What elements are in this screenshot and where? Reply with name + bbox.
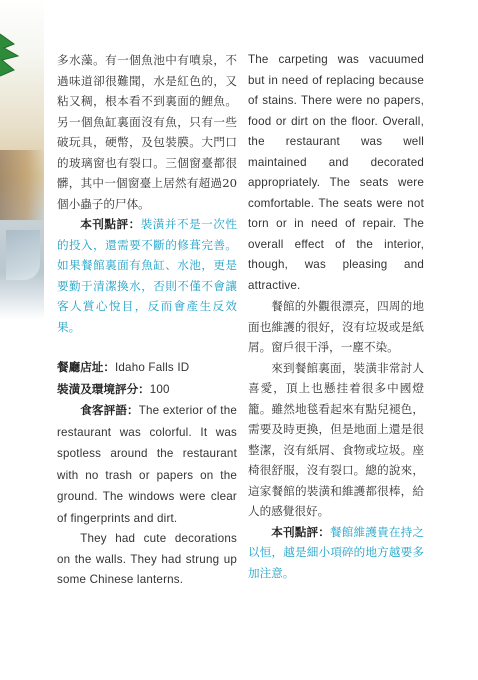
- carpet-paragraph: The carpeting was vacuumed but in need of replacing because of stains. There were no papers, food or dirt on the floor. Overall, the restaurant was well maintained and decorated appropriately. The seats were comfortable. The seats were not torn or in need of repair. The overall effect of the interior, though, was pleasing and attractive.: [248, 53, 424, 292]
- decorative-photo: [0, 0, 44, 320]
- score-label: 裝潢及環境評分：: [57, 381, 150, 396]
- right-paragraph-exterior: 餐館的外觀很漂亮，四周的地面也維護的很好，沒有垃圾或是紙屑。窗戶很干淨，一塵不染。: [248, 299, 424, 354]
- left-column: [57, 50, 237, 591]
- review-label: 本刊點評：: [80, 217, 141, 231]
- right-column: [248, 50, 424, 583]
- address-value: Idaho Falls ID: [114, 361, 190, 374]
- left-review: [57, 214, 237, 337]
- right-paragraph-interior: 來到餐館裏面，裝潢非常討人喜愛，頂上也懸挂着很多中國燈籠。雖然地毯看起來有點兒褪色，需要及時更換，但是地面上還是很整潔，沒有紙屑、食物或垃圾。座椅很舒服，沒有裂口。總的說來，這家餐館的裝潢和維護都很棒，給人的感覺很好。: [248, 360, 424, 518]
- inspector-label: 食客評語：: [80, 403, 139, 417]
- left-paragraph-chinese: 多水藻。有一個魚池中有噴泉，不過味道卻很難聞，水是紅色的，又粘又稠，根本看不到裏面的鯉魚。另一個魚缸裏面沒有魚，只有一些破玩具，硬幣，及包裝膜。大門口的玻璃窗也有裂口。三個窗臺都很髒，其中一個窗臺上居然有超過20個小蟲子的尸体。: [57, 53, 237, 211]
- decorations-paragraph: They had cute decorations on the walls. They had strung up some Chinese lanterns.: [57, 532, 237, 586]
- address-label: 餐廳店址：: [57, 360, 115, 374]
- inspector-comment: [57, 400, 237, 529]
- review-label: 本刊點評：: [271, 524, 331, 539]
- restaurant-address: [57, 357, 237, 379]
- review-text: 餐館維護貴在持之以恒，越是細小項碎的地方越要多加注意。: [248, 524, 424, 580]
- right-review: [248, 522, 424, 584]
- decor-score: [57, 379, 237, 401]
- inspector-text: The exterior of the restaurant was colorful. It was spotless around the restaurant with no trash or papers on the ground. The windows were clear of fingerprints and dirt.: [57, 404, 237, 525]
- review-text: 裝潢并不是一次性的投入，還需要不斷的修葺完善。如果餐館裏面有魚缸、水池，更是要勤于清潔換水，否則不僅不會讓客人賞心悅目，反而會產生反效果。: [57, 217, 237, 334]
- score-value: 100: [149, 382, 170, 396]
- leaf-icon: [0, 26, 28, 86]
